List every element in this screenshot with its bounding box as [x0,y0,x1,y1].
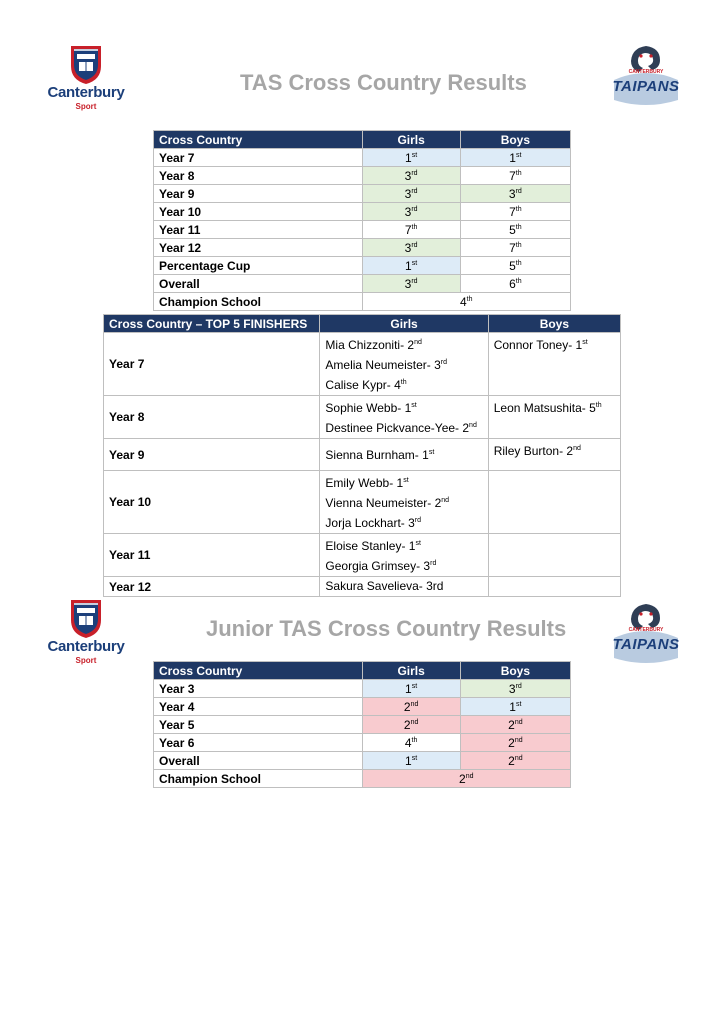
table-row [104,439,621,471]
row-label: Champion School [154,293,363,311]
row-label: Year 8 [154,167,363,185]
girls-place: 1st [362,752,460,770]
girls-place: 2nd [362,716,460,734]
taipans-subtitle: CANTERBURY [628,69,664,75]
finisher-entry: Leon Matsushita- 5th [493,401,602,415]
boys-place: 7th [460,239,570,257]
taipans-wordmark: TAIPANS [612,636,680,653]
table-row [154,275,571,293]
boys-place: 3rd [460,680,570,698]
taipans-logo [610,600,682,666]
junior-section-title: Junior TAS Cross Country Results [206,616,567,641]
row-label: Year 7 [154,149,363,167]
canterbury-wordmark: Canterbury [47,638,125,655]
table-row [154,698,571,716]
table-row [154,203,571,221]
boys-place: 1st [460,149,570,167]
table-row [154,239,571,257]
boys-place: 6th [460,275,570,293]
table-row [154,752,571,770]
champion-place: 2nd [362,770,571,788]
taipans-wordmark: TAIPANS [612,78,680,95]
girls-place: 3rd [362,185,460,203]
results-table [153,130,571,311]
boys-place: 2nd [460,716,570,734]
table-row [104,534,621,577]
row-label: Year 10 [154,203,363,221]
finisher-entry: Sakura Savelieva- 3rd [325,579,444,593]
table-row [154,716,571,734]
table-row [154,257,571,275]
crest-icon [41,44,131,86]
header-girls: Girls [362,662,460,680]
row-label: Year 11 [104,534,320,577]
boys-place: 1st [460,698,570,716]
girls-finishers [320,439,488,471]
finisher-entry: Emily Webb- 1st [325,476,409,490]
table-row [104,471,621,534]
boys-place: 3rd [460,185,570,203]
girls-place: 3rd [362,167,460,185]
girls-finishers [320,534,488,577]
table-row [104,577,621,597]
girls-place: 3rd [362,239,460,257]
row-label: Overall [154,275,363,293]
canterbury-sport-logo [41,598,131,668]
header-girls: Girls [362,131,460,149]
header-boys: Boys [460,662,570,680]
header-boys: Boys [460,131,570,149]
row-label: Overall [154,752,363,770]
champion-place: 4th [362,293,571,311]
girls-place: 7th [362,221,460,239]
snake-icon [610,600,682,666]
girls-place: 1st [362,257,460,275]
girls-place: 1st [362,149,460,167]
header-top-finishers: Cross Country – TOP 5 FINISHERS [104,315,320,333]
sport-wordmark: Sport [75,102,97,111]
row-label: Year 12 [154,239,363,257]
canterbury-sport-logo [41,44,131,114]
finisher-entry: Calise Kypr- 4th [325,378,407,392]
finisher-entry: Georgia Grimsey- 3rd [325,559,437,573]
girls-place: 3rd [362,203,460,221]
row-label: Year 3 [154,680,363,698]
girls-place: 4th [362,734,460,752]
girls-finishers [320,471,488,534]
finisher-entry: Vienna Neumeister- 2nd [325,496,450,510]
finisher-entry: Amelia Neumeister- 3rd [325,358,448,372]
table-header-row [154,131,571,149]
champion-row [154,770,571,788]
boys-place: 2nd [460,752,570,770]
row-label: Champion School [154,770,363,788]
table-header-row [104,315,621,333]
row-label: Year 4 [154,698,363,716]
table-row [154,149,571,167]
snake-icon [610,42,682,108]
row-label: Year 9 [104,439,320,471]
boys-finishers [488,534,620,577]
table-row [154,221,571,239]
header-boys: Boys [488,315,620,333]
sport-wordmark: Sport [75,656,97,665]
table-header-row [154,662,571,680]
header-cross-country: Cross Country [154,131,363,149]
row-label: Percentage Cup [154,257,363,275]
junior-results-table [153,661,571,788]
top-finishers-table [103,314,621,597]
boys-place: 2nd [460,734,570,752]
finisher-entry: Riley Burton- 2nd [493,444,581,458]
row-label: Year 11 [154,221,363,239]
champion-row [154,293,571,311]
finisher-entry: Mia Chizzoniti- 2nd [325,338,422,352]
girls-place: 2nd [362,698,460,716]
row-label: Year 8 [104,396,320,439]
boys-finishers [488,333,620,396]
finisher-entry: Connor Toney- 1st [493,338,588,352]
taipans-subtitle: CANTERBURY [628,627,664,633]
table-row [104,396,621,439]
boys-finishers [488,396,620,439]
row-label: Year 7 [104,333,320,396]
table-row [154,185,571,203]
row-label: Year 9 [154,185,363,203]
table-row [104,333,621,396]
finisher-entry: Jorja Lockhart- 3rd [325,516,422,530]
boys-place: 7th [460,167,570,185]
finisher-entry: Eloise Stanley- 1st [325,539,421,553]
row-label: Year 10 [104,471,320,534]
boys-finishers [488,577,620,597]
page-title: TAS Cross Country Results [240,70,527,95]
girls-finishers [320,333,488,396]
boys-finishers [488,439,620,471]
finisher-entry: Sophie Webb- 1st [325,401,417,415]
girls-finishers [320,396,488,439]
table-row [154,680,571,698]
row-label: Year 6 [154,734,363,752]
finisher-entry: Destinee Pickvance-Yee- 2nd [325,421,477,435]
girls-finishers [320,577,488,597]
row-label: Year 5 [154,716,363,734]
header-cross-country: Cross Country [154,662,363,680]
row-label: Year 12 [104,577,320,597]
girls-place: 1st [362,680,460,698]
boys-place: 5th [460,257,570,275]
canterbury-wordmark: Canterbury [47,84,125,101]
taipans-logo [610,42,682,108]
crest-icon [41,598,131,640]
boys-place: 7th [460,203,570,221]
table-row [154,167,571,185]
finisher-entry: Sienna Burnham- 1st [325,447,435,462]
boys-place: 5th [460,221,570,239]
boys-finishers [488,471,620,534]
table-row [154,734,571,752]
girls-place: 3rd [362,275,460,293]
header-girls: Girls [320,315,488,333]
